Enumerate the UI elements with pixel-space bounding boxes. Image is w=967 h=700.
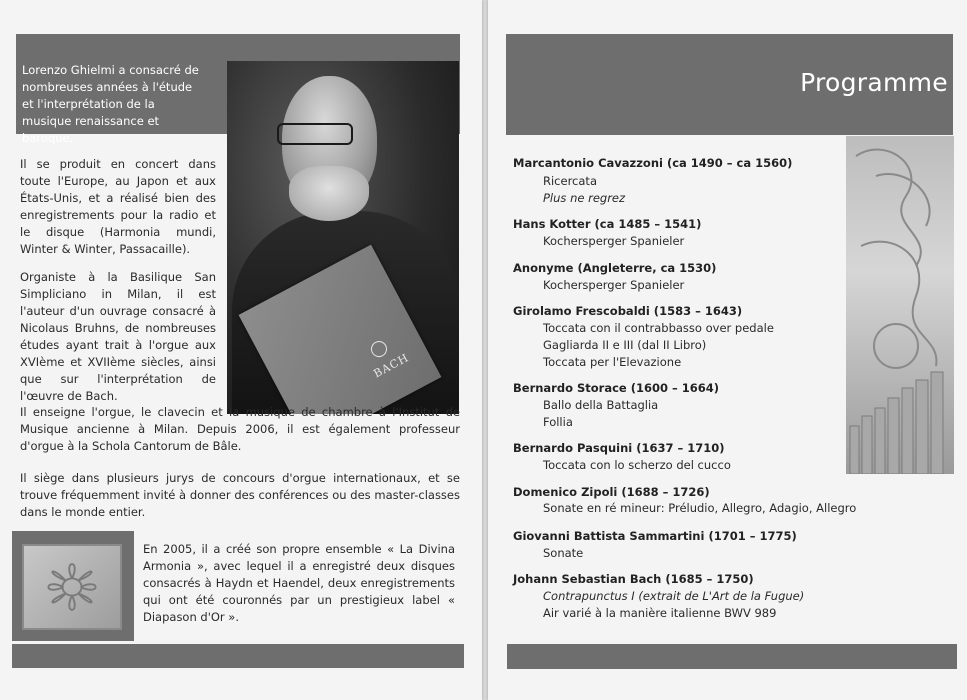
composer-storace: Bernardo Storace (1600 – 1664) <box>513 381 720 395</box>
work-item: Toccata per l'Elevazione <box>543 355 682 369</box>
carved-ornament-icon <box>22 544 122 630</box>
work-item: Air varié à la manière italienne BWV 989 <box>543 606 777 620</box>
work-item: Follia <box>543 415 573 429</box>
work-item: Toccata con il contrabbasso over pedale <box>543 321 774 335</box>
book-emblem-icon <box>368 338 390 360</box>
left-footer-band <box>12 644 464 668</box>
work-item: Ballo della Battaglia <box>543 398 659 412</box>
intro-text: Lorenzo Ghielmi a consacré de nombreuses années à l'étude et l'interprétation de la musique renaissance et baroque. <box>22 63 199 145</box>
work-item: Kochersperger Spanieler <box>543 278 685 292</box>
work-item: Ricercata <box>543 174 597 188</box>
programme-title: Programme <box>800 68 948 97</box>
work-item: Contrapunctus I (extrait de L'Art de la Fugue) <box>543 589 805 603</box>
paragraph-teaching: Il enseigne l'orgue, le clavecin et la musique de chambre à l'Institut de Musique ancienne à Milan. Depuis 2006, il est également professeur d'orgue à la Schola Cantorum de Bâle. <box>20 405 460 453</box>
ornament-graphic <box>24 546 120 628</box>
work-item: Plus ne regrez <box>543 191 626 205</box>
photo-glasses <box>277 123 353 145</box>
composer-anonyme: Anonyme (Angleterre, ca 1530) <box>513 261 717 275</box>
portrait-photo <box>227 61 459 414</box>
work-item: Kochersperger Spanieler <box>543 234 685 248</box>
organ-pipes-graphic <box>846 136 954 474</box>
paragraph-concerts: Il se produit en concert dans toute l'Europe, au Japon et aux États-Unis, et a réalisé bien des enregistrements pour la radio et le disque (Harmonia mundi, Winter & Winter, Passacaille). <box>20 157 216 256</box>
paragraph-juries: Il siège dans plusieurs jurys de concours d'orgue internationaux, et se trouve fréquemment invité à donner des conférences ou des master-classes dans le monde entier. <box>20 471 460 519</box>
photo-beard <box>289 166 369 221</box>
work-item: Gagliarda II e III (dal II Libro) <box>543 338 707 352</box>
composer-bach: Johann Sebastian Bach (1685 – 1750) <box>513 572 754 586</box>
right-footer-band <box>507 644 957 669</box>
work-item: Toccata con lo scherzo del cucco <box>543 458 731 472</box>
composer-kotter: Hans Kotter (ca 1485 – 1541) <box>513 217 702 231</box>
composer-frescobaldi: Girolamo Frescobaldi (1583 – 1643) <box>513 304 743 318</box>
composer-pasquini: Bernardo Pasquini (1637 – 1710) <box>513 441 725 455</box>
paragraph-organist: Organiste à la Basilique San Simpliciano in Milan, il est l'auteur d'un ouvrage consacré à Nicolaus Bruhns, de nombreuses études ayant trait à l'orgue aux XVIème et XVIIème siècles, ainsi que sur l'interprétation de l'œuvre de Bach. <box>20 270 216 403</box>
work-item: Sonate en ré mineur: Préludio, Allegro, Adagio, Allegro <box>543 501 857 515</box>
composer-sammartini: Giovanni Battista Sammartini (1701 – 1775) <box>513 529 797 543</box>
work-item: Sonate <box>543 546 584 560</box>
paragraph-ensemble: En 2005, il a créé son propre ensemble « La Divina Armonia », avec lequel il a enregistré deux disques consacrés à Haydn et Haendel, deux enregistrements qui ont été couronnés par un prestigieux label « Diapason d'Or ». <box>143 542 455 624</box>
composer-zipoli: Domenico Zipoli (1688 – 1726) <box>513 485 710 499</box>
book-label: BACH <box>371 351 412 381</box>
composer-cavazzoni: Marcantonio Cavazzoni (ca 1490 – ca 1560) <box>513 156 793 170</box>
organ-pipes-icon <box>846 136 954 474</box>
